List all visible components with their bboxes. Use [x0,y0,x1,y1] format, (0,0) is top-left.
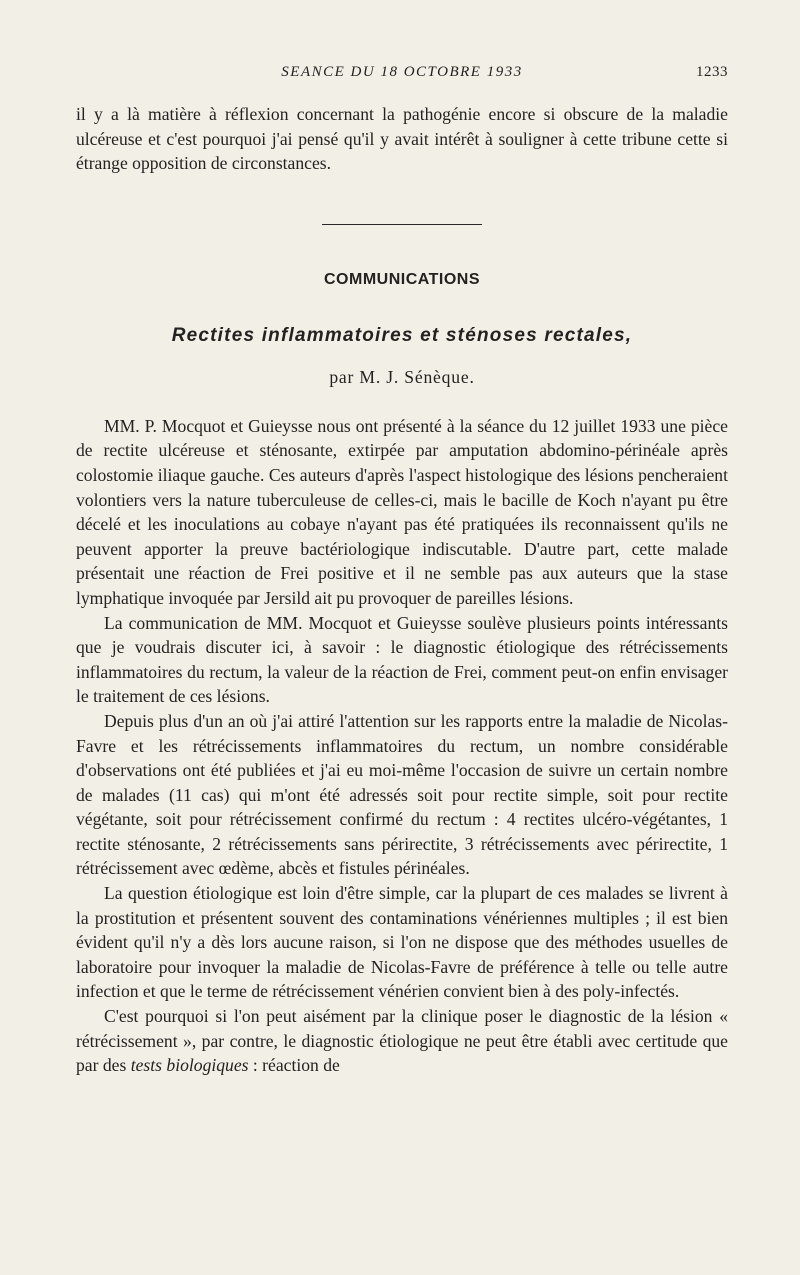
body-paragraph: La communication de MM. Mocquot et Guieysse soulève plusieurs points intéressants que je voudrais discuter ici, à savoir : le diagnostic étiologique des rétrécissements inflammatoires du rectum, la valeur de la réaction de Frei, comment peut-on enfin envisager le traitement de ces lésions. [76,612,728,707]
section-heading: COMMUNICATIONS [323,270,481,288]
paragraph-text-before: C'est pourquoi si l'on peut aisément par la clinique poser le diagnostic de la lésion « rétrécissement », par contre, le diagnostic étiologique ne peut être établi avec certitude que par des [76,1006,728,1076]
intro-paragraph: il y a là matière à réflexion concernant la pathogénie encore si obscure de la maladie ulcéreuse et c'est pourquoi j'ai pensé qu'il y avait intérêt à souligner à cette tribune cette si étrange opposition de circonstances. [76,104,728,174]
page-number: 1233 [696,64,728,80]
body-paragraph: La question étiologique est loin d'être simple, car la plupart de ces malades se livrent à la prostitution et présentent souvent des contaminations vénériennes multiples ; il est bien évident qu'il n'y a dès lors aucune raison, si l'on ne dispose que des méthodes usuelles de laboratoire pour invoquer la maladie de Nicolas-Favre de préférence à telle ou telle autre infection et que le terme de rétrécissement vénérien convient bien à des poly-infectés. [76,883,728,1002]
body-paragraph: Depuis plus d'un an où j'ai attiré l'attention sur les rapports entre la maladie de Nicolas-Favre et les rétrécissements inflammatoires du rectum, un nombre considérable d'observations ont été publiées et j'ai eu moi-même l'occasion de suivre un certain nombre de malades (11 cas) qui m'ont été adressés soit pour rectite simple, soit pour rectite végétante, soit pour rétrécissement confirmé du rectum : 4 rectites ulcéro-végétantes, 1 rectite sténosante, 2 rétrécissements sans périrectite, 3 rétrécissements avec périrectite, 1 rétrécissement avec œdème, abcès et fistules périnéales. [76,710,728,879]
paragraph-text-after: : réaction de [248,1055,340,1076]
article-body [76,414,728,1078]
body-paragraph: MM. P. Mocquot et Guieysse nous ont présenté à la séance du 12 juillet 1933 une pièce de rectite ulcéreuse et sténosante, extirpée par amputation abdomino-périnéale après colostomie iliaque gauche. Ces auteurs d'après l'aspect histologique des lésions pencheraient volontiers vers la nature tuberculeuse de celles-ci, mais le bacille de Koch n'ayant pu être décelé et les inoculations au cobaye n'ayant pas été pratiquées ils reconnaissent qu'ils ne peuvent apporter la preuve bactériologique indiscutable. D'autre part, cette malade présentait une réaction de Frei positive et il ne semble pas aux auteurs que la stase lymphatique invoquée par Jersild ait pu provoquer de pareilles lésions. [76,415,728,608]
section-divider [322,224,482,225]
running-header [76,60,728,86]
article-title: Rectites inflammatoires et sténoses rectales, [171,324,633,346]
running-title: SEANCE DU 18 OCTOBRE 1933 [281,64,523,80]
article-byline: par M. J. Sénèque. [329,366,475,387]
italic-term: tests biologiques [130,1055,249,1076]
body-paragraph-last [76,1004,728,1078]
